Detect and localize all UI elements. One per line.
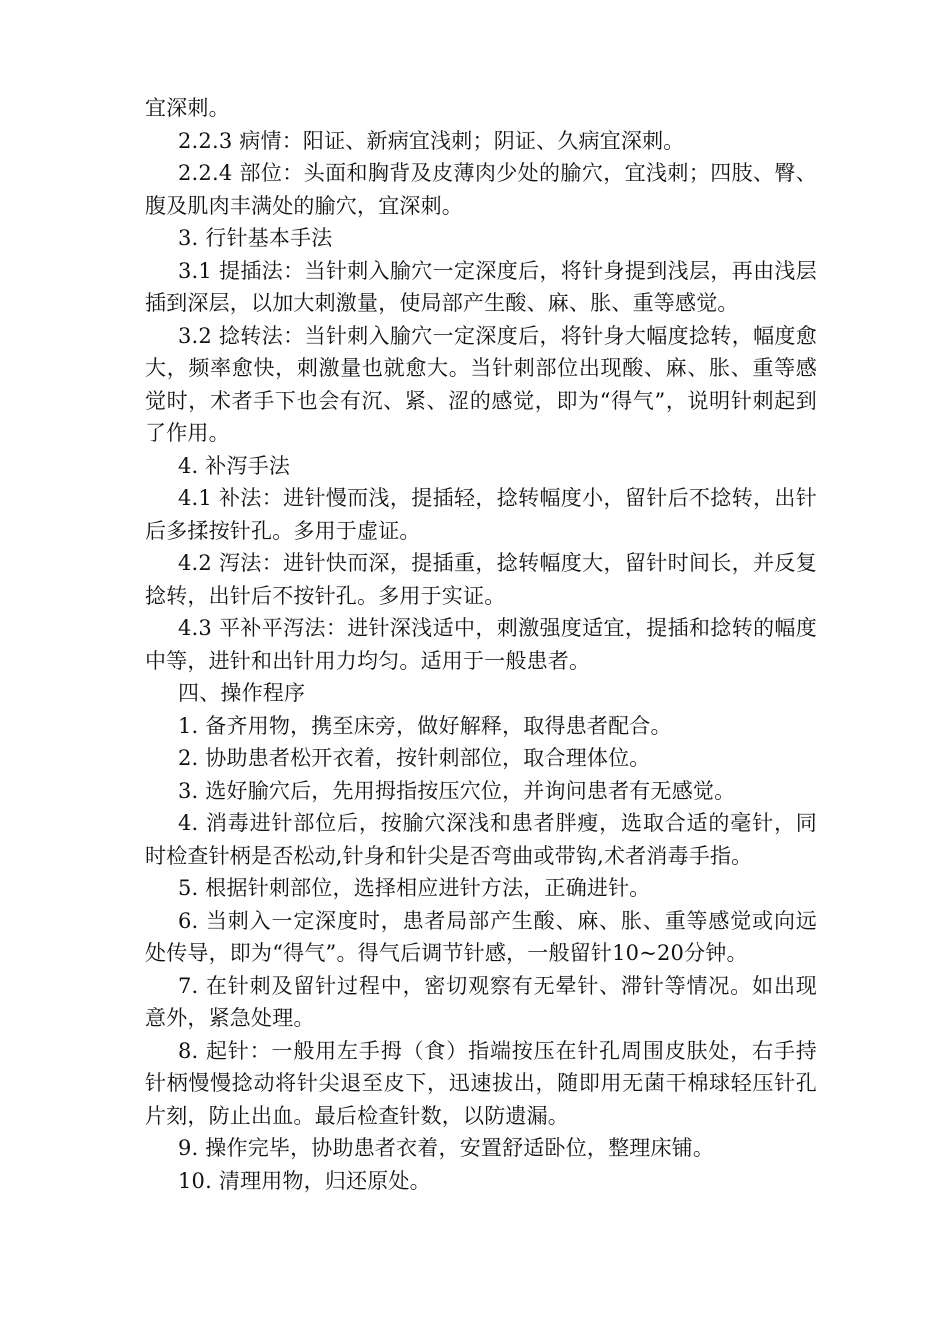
procedure-step-7: 7. 在针刺及留针过程中，密切观察有无晕针、滞针等情况。如出现意外，紧急处理。: [145, 973, 817, 1030]
procedure-step-10: 10. 清理用物，归还原处。: [178, 1168, 431, 1193]
procedure-step-5: 5. 根据针刺部位，选择相应进针方法，正确进针。: [178, 876, 651, 900]
procedure-step-6: 6. 当刺入一定深度时，患者局部产生酸、麻、胀、重等感觉或向远处传导，即为“得气”。得气后调节针感，一般留针10~20分钟。: [145, 908, 817, 965]
paragraph-2-2-3: 2.2.3 病情：阳证、新病宜浅刺；阴证、久病宜深刺。: [178, 128, 685, 153]
section-heading-4: 4. 补泻手法: [178, 453, 291, 478]
procedure-step-9: 9. 操作完毕，协助患者衣着，安置舒适卧位，整理床铺。: [178, 1136, 715, 1160]
section-heading-3: 3. 行针基本手法: [178, 226, 333, 250]
paragraph-4-2: 4.2 泻法：进针快而深，提插重，捻转幅度大，留针时间长，并反复捻转，出针后不按针孔。多用于实证。: [145, 551, 817, 608]
document-page: [145, 92, 817, 1197]
paragraph-3-1: 3.1 提插法：当针刺入腧穴一定深度后，将针身提到浅层，再由浅层插到深层，以加大刺激量，使局部产生酸、麻、胀、重等感觉。: [145, 258, 817, 315]
paragraph-continuation: 宜深刺。: [145, 96, 230, 120]
paragraph-4-3: 4.3 平补平泻法：进针深浅适中，刺激强度适宜，提插和捻转的幅度中等，进针和出针用力均匀。适用于一般患者。: [145, 616, 817, 673]
paragraph-4-1: 4.1 补法：进针慢而浅，提插轻，捻转幅度小，留针后不捻转，出针后多揉按针孔。多用于虚证。: [145, 486, 817, 543]
procedure-step-1: 1. 备齐用物，携至床旁，做好解释，取得患者配合。: [178, 713, 672, 738]
section-heading-procedure: 四、操作程序: [178, 681, 306, 705]
procedure-step-4: 4. 消毒进针部位后，按腧穴深浅和患者胖瘦，选取合适的毫针，同时检查针柄是否松动,针身和针尖是否弯曲或带钩,术者消毒手指。: [145, 811, 817, 868]
procedure-step-3: 3. 选好腧穴后，先用拇指按压穴位，并询问患者有无感觉。: [178, 778, 736, 803]
paragraph-3-2: 3.2 捻转法：当针刺入腧穴一定深度后，将针身大幅度捻转，幅度愈大，频率愈快，刺激量也就愈大。当针刺部位出现酸、麻、胀、重等感觉时，术者手下也会有沉、紧、涩的感觉，即为“得气”，说明针刺起到了作用。: [145, 323, 817, 445]
procedure-step-2: 2. 协助患者松开衣着，按针刺部位，取合理体位。: [178, 746, 651, 770]
procedure-step-8: 8. 起针：一般用左手拇（食）指端按压在针孔周围皮肤处，右手持针柄慢慢捻动将针尖退至皮下，迅速拔出，随即用无菌干棉球轻压针孔片刻，防止出血。最后检查针数，以防遗漏。: [145, 1038, 817, 1128]
paragraph-2-2-4: 2.2.4 部位：头面和胸背及皮薄肉少处的腧穴，宜浅刺；四肢、臀、腹及肌肉丰满处的腧穴，宜深刺。: [145, 161, 817, 218]
